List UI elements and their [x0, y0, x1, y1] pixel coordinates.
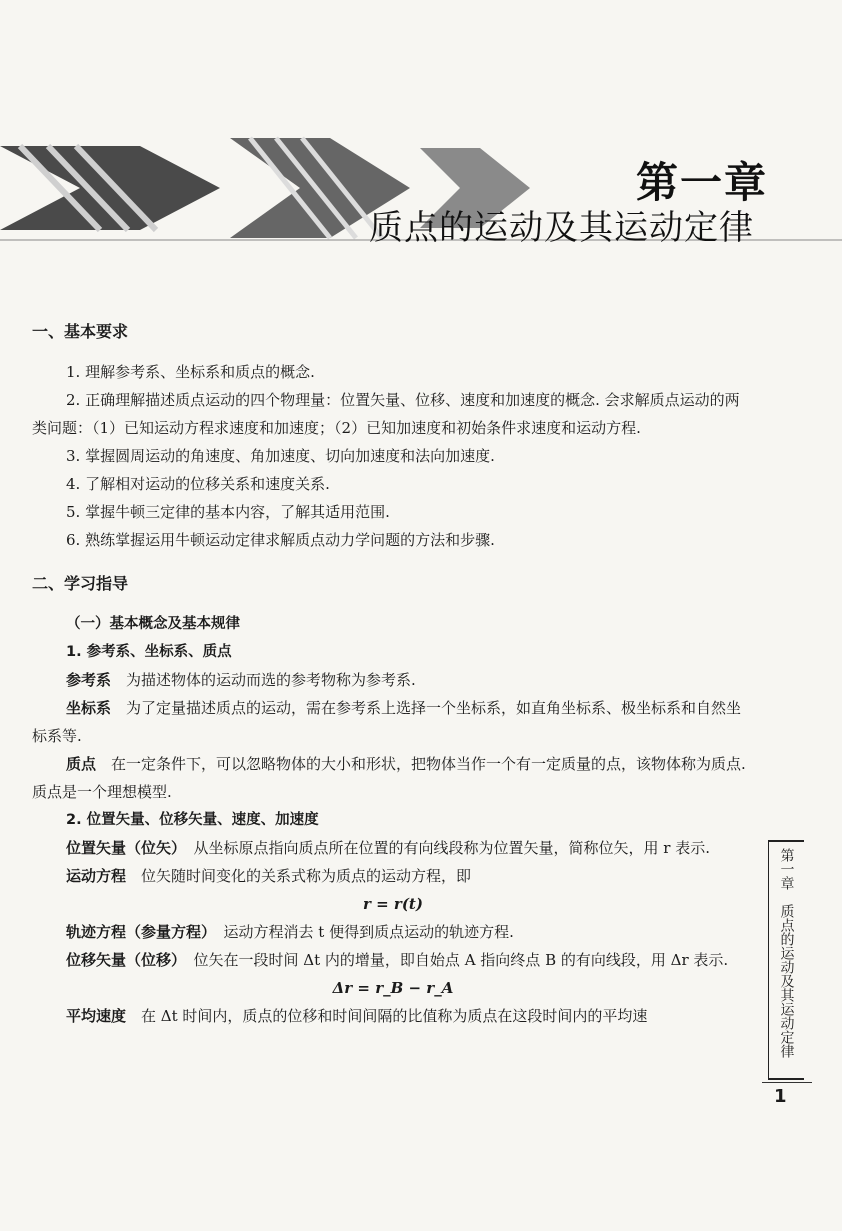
requirement-item: 4. 了解相对运动的位移关系和速度关系.: [66, 475, 330, 493]
topic-heading: 2. 位置矢量、位移矢量、速度、加速度: [66, 812, 319, 828]
side-tab-divider: [777, 890, 797, 904]
requirement-item: 3. 掌握圆周运动的角速度、角加速度、切向加速度和法向加速度.: [66, 447, 495, 465]
side-tab-title: 质点的运动及其运动定律: [778, 904, 795, 1058]
term-label: 轨迹方程（参量方程）: [66, 923, 209, 941]
term-label: 质点: [66, 755, 97, 773]
definition-particle: [32, 750, 754, 806]
section-heading-guidance: 二、学习指导: [32, 574, 129, 593]
definition-text: 运动方程消去 t 便得到质点运动的轨迹方程.: [223, 923, 514, 941]
page-number: 1: [774, 1086, 787, 1107]
chapter-number: 第一章: [635, 158, 768, 207]
requirement-item: 1. 理解参考系、坐标系和质点的概念.: [66, 363, 315, 381]
definition-text: 位矢在一段时间 Δt 内的增量，即自始点 A 指向终点 B 的有向线段，用 Δr 表示.: [193, 951, 729, 969]
requirement-item: 6. 熟练掌握运用牛顿运动定律求解质点动力学问题的方法和步骤.: [66, 531, 495, 549]
formula-displacement: Δr = r_B − r_A: [332, 979, 454, 997]
formula-motion-equation: r = r(t): [363, 895, 423, 913]
definition-text: 在 Δt 时间内，质点的位移和时间间隔的比值称为质点在这段时间内的平均速: [141, 1007, 648, 1025]
term-label: 位置矢量（位矢）: [66, 839, 179, 857]
definition-position-vector: [32, 834, 754, 862]
term-label: 坐标系: [66, 699, 112, 717]
page-number-rule: [762, 1082, 812, 1083]
definition-average-velocity: [32, 1002, 754, 1030]
definition-text: 为描述物体的运动而选的参考物称为参考系.: [126, 671, 416, 689]
definition-text: 位矢随时间变化的关系式称为质点的运动方程，即: [141, 867, 472, 885]
definition-coordinate-system: [32, 694, 754, 750]
definition-reference-frame: [32, 666, 754, 694]
term-label: 平均速度: [66, 1007, 127, 1025]
side-tab-chapter: 第一章: [778, 848, 795, 890]
sub-heading-concepts: （一）基本概念及基本规律: [66, 616, 240, 632]
chapter-side-tab: [768, 840, 804, 1080]
page-content: [32, 318, 754, 1030]
chapter-title: 质点的运动及其运动定律: [369, 208, 754, 248]
requirement-item: 5. 掌握牛顿三定律的基本内容，了解其适用范围.: [66, 503, 390, 521]
term-label: 位移矢量（位移）: [66, 951, 179, 969]
requirement-item: 2. 正确理解描述质点运动的四个物理量：位置矢量、位移、速度和加速度的概念. 会求解质点运动的两类问题：（1）已知运动方程求速度和加速度；（2）已知加速度和初始条件求速度和运动方程.: [32, 391, 740, 437]
section-heading-requirements: 一、基本要求: [32, 322, 129, 341]
definition-motion-equation: [32, 862, 754, 890]
definition-text: 为了定量描述质点的运动，需在参考系上选择一个坐标系，如直角坐标系、极坐标系和自然坐标系等.: [32, 699, 742, 745]
term-label: 参考系: [66, 671, 112, 689]
definition-trajectory-equation: [32, 918, 754, 946]
definition-displacement: [32, 946, 754, 974]
topic-heading: 1. 参考系、坐标系、质点: [66, 644, 232, 660]
definition-text: 从坐标原点指向质点所在位置的有向线段称为位置矢量，简称位矢，用 r 表示.: [193, 839, 711, 857]
term-label: 运动方程: [66, 867, 127, 885]
definition-text: 在一定条件下，可以忽略物体的大小和形状，把物体当作一个有一定质量的点，该物体称为质点. 质点是一个理想模型.: [32, 755, 746, 801]
